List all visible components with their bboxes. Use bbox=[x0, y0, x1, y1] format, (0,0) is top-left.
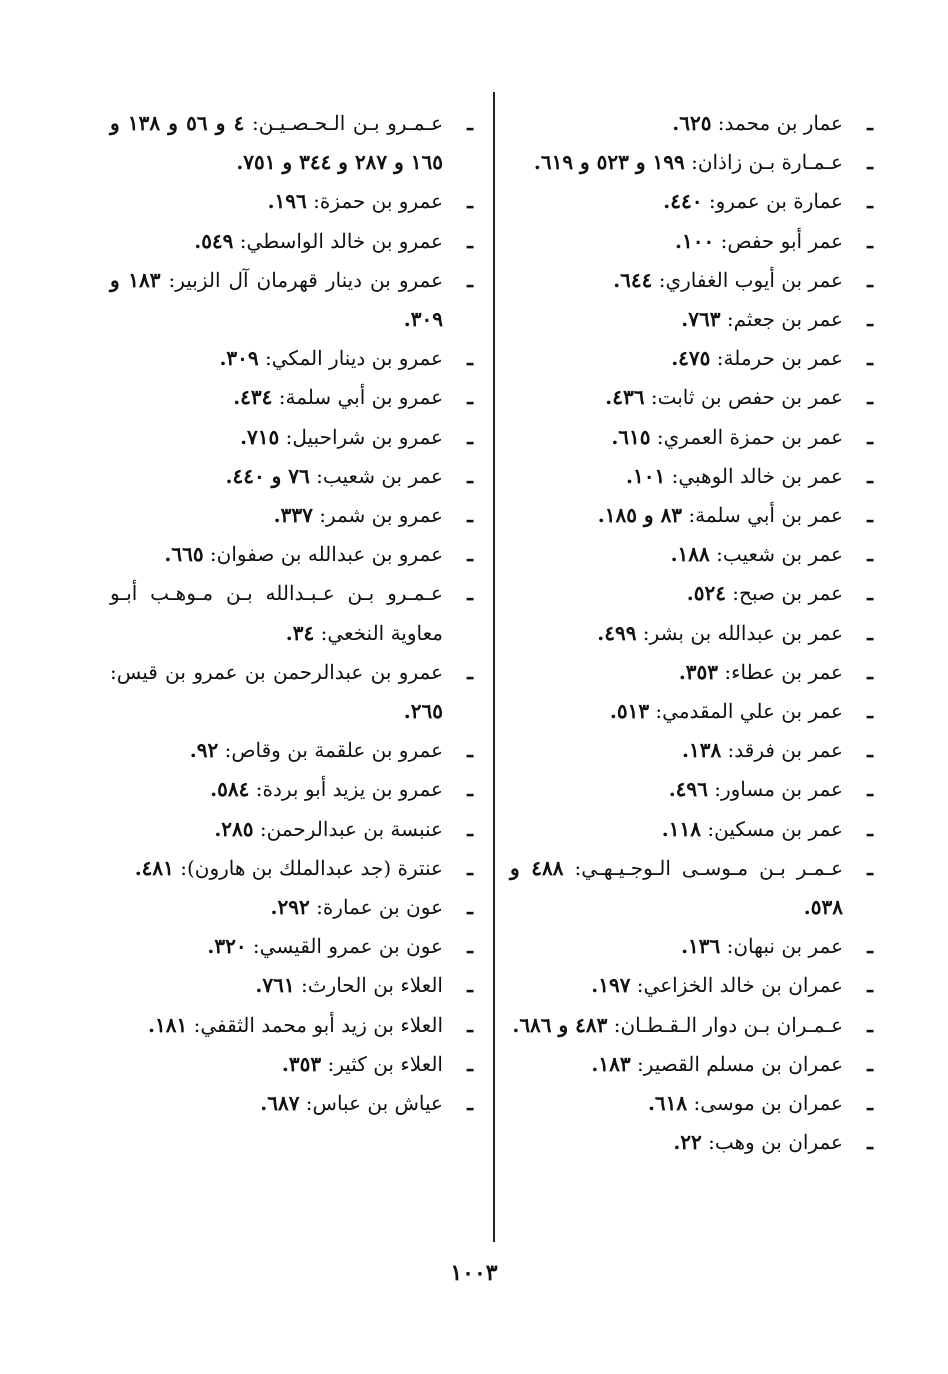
entry-dash: ـ bbox=[867, 267, 873, 292]
index-entry bbox=[110, 182, 485, 221]
entry-name: عمر بن مساور: bbox=[707, 777, 843, 802]
entry-page-refs: ٤٣٦. bbox=[605, 385, 645, 410]
entry-dash: ـ bbox=[867, 659, 873, 684]
entry-page-refs: ٤٤٠. bbox=[663, 189, 703, 214]
entry-page-refs: ٩٢. bbox=[189, 738, 219, 763]
entry-dash: ـ bbox=[467, 895, 473, 920]
index-entry bbox=[110, 770, 485, 809]
entry-name: عمرو بن دينار قهرمان آل الزبير: bbox=[160, 267, 444, 292]
entry-name: عمر بن جعثم: bbox=[720, 307, 843, 332]
index-entry bbox=[110, 849, 485, 888]
entry-page-refs: ٦٨٧. bbox=[260, 1091, 300, 1116]
entry-name: عمر بن عبدالله بن بشر: bbox=[636, 620, 843, 645]
entry-page-refs: ١٨١. bbox=[148, 1012, 188, 1037]
entry-page-refs: ١٩٦. bbox=[267, 189, 307, 214]
index-entry bbox=[510, 966, 885, 1005]
index-entry bbox=[110, 378, 485, 417]
entry-page-refs: ١٠٠. bbox=[675, 228, 715, 253]
index-entry bbox=[110, 339, 485, 378]
entry-dash: ـ bbox=[867, 542, 873, 567]
entry-name: عمران بن مسلم القصير: bbox=[630, 1051, 843, 1076]
entry-page-refs: ٦١٥. bbox=[611, 424, 651, 449]
index-entry bbox=[110, 222, 485, 261]
entry-name: عـمـرو بـن الـحـصـيـن: bbox=[244, 111, 443, 135]
left-index-column bbox=[110, 104, 485, 1123]
entry-name: عمر بن حفص بن ثابت: bbox=[644, 385, 843, 410]
entry-dash: ـ bbox=[467, 111, 473, 135]
entry-name: عمر بن عطاء: bbox=[718, 659, 843, 684]
index-entry bbox=[510, 731, 885, 770]
entry-name: عـمـران بـن دوار الـقـطـان: bbox=[607, 1012, 843, 1037]
page-number: ١٠٠٣ bbox=[450, 1260, 498, 1286]
entry-name: عـمـر بـن مـوسـى الـوجـيـهـي: bbox=[563, 855, 844, 880]
index-entry bbox=[110, 731, 485, 770]
index-entry bbox=[510, 457, 885, 496]
entry-dash: ـ bbox=[867, 816, 873, 841]
entry-page-refs: ٦٦٥. bbox=[164, 542, 204, 567]
entry-page-refs: ٥٨٤. bbox=[210, 777, 250, 802]
entry-page-refs: ٤٧٥. bbox=[671, 346, 711, 371]
entry-dash: ـ bbox=[867, 620, 873, 645]
index-entry bbox=[510, 810, 885, 849]
entry-page-refs: ٣٥٣. bbox=[281, 1051, 322, 1076]
entry-page-refs: ٣٤. bbox=[285, 620, 315, 645]
entry-dash: ـ bbox=[867, 1051, 873, 1076]
entry-name: عمر بن مسكين: bbox=[701, 816, 843, 841]
entry-dash: ـ bbox=[867, 1012, 873, 1037]
entry-dash: ـ bbox=[867, 111, 873, 135]
entry-dash: ـ bbox=[467, 189, 473, 214]
entry-dash: ـ bbox=[467, 1012, 473, 1037]
index-entry bbox=[510, 770, 885, 809]
entry-dash: ـ bbox=[467, 855, 473, 880]
index-entry bbox=[110, 418, 485, 457]
entry-name: عنترة (جد عبدالملك بن هارون): bbox=[173, 855, 443, 880]
entry-page-refs: ٤٨٨ و ٥٣٨. bbox=[510, 855, 843, 920]
entry-dash: ـ bbox=[467, 973, 473, 998]
index-entry bbox=[110, 888, 485, 927]
entry-dash: ـ bbox=[467, 934, 473, 959]
entry-page-refs: ٦٢٥. bbox=[672, 111, 712, 135]
entry-name: عمر بن خالد الوهبي: bbox=[665, 463, 843, 488]
entry-name: عمر بن شعيب: bbox=[709, 542, 843, 567]
right-index-column bbox=[510, 104, 885, 1162]
entry-name: عمرو بن يزيد أبو بردة: bbox=[249, 777, 443, 802]
entry-name: عمران بن وهب: bbox=[701, 1130, 843, 1155]
entry-dash: ـ bbox=[867, 228, 873, 253]
index-entry bbox=[110, 1006, 485, 1045]
index-entry bbox=[510, 692, 885, 731]
entry-dash: ـ bbox=[867, 424, 873, 449]
entry-page-refs: ٣٣٧. bbox=[273, 503, 313, 528]
entry-name: عمر بن نبهان: bbox=[720, 934, 843, 959]
index-entry bbox=[510, 849, 885, 927]
entry-page-refs: ٥١٣. bbox=[609, 699, 650, 724]
entry-name: عمرو بن شراحبيل: bbox=[279, 424, 443, 449]
index-entry bbox=[510, 1045, 885, 1084]
entry-name: عمر بن أبي سلمة: bbox=[682, 503, 843, 528]
entry-dash: ـ bbox=[867, 581, 873, 606]
index-entry bbox=[510, 339, 885, 378]
index-entry bbox=[510, 653, 885, 692]
index-entry bbox=[110, 927, 485, 966]
entry-page-refs: ١٠١. bbox=[626, 463, 666, 488]
entry-dash: ـ bbox=[867, 150, 873, 175]
entry-dash: ـ bbox=[467, 228, 473, 253]
entry-page-refs: ٥٤٩. bbox=[194, 228, 234, 253]
entry-page-refs: ٧٦١. bbox=[255, 973, 295, 998]
index-entry bbox=[510, 104, 885, 143]
entry-page-refs: ٤ و ٥٦ و ١٣٨ و ١٦٥ و ٢٨٧ و ٣٤٤ و ٧٥١. bbox=[110, 111, 443, 175]
index-entry bbox=[510, 182, 885, 221]
entry-page-refs: ١٩٩ و ٥٢٣ و ٦١٩. bbox=[533, 150, 685, 175]
entry-name: عمرو بن عبدالله بن صفوان: bbox=[203, 542, 443, 567]
entry-page-refs: ١٣٨. bbox=[682, 738, 722, 763]
index-entry bbox=[110, 496, 485, 535]
entry-name: عمرو بن عبدالرحمن بن عمرو بن قيس: bbox=[110, 659, 443, 684]
entry-dash: ـ bbox=[467, 581, 473, 606]
entry-name: عمار بن محمد: bbox=[711, 111, 843, 135]
entry-name: عمرو بن أبي سلمة: bbox=[272, 385, 443, 410]
entry-page-refs: ٧٦٣. bbox=[681, 307, 721, 332]
index-entry bbox=[510, 418, 885, 457]
entry-name: عنبسة بن عبدالرحمن: bbox=[253, 816, 443, 841]
entry-page-refs: ١٨٣. bbox=[591, 1051, 631, 1076]
index-entry bbox=[110, 261, 485, 339]
entry-dash: ـ bbox=[467, 542, 473, 567]
entry-name: عمرو بن شمر: bbox=[312, 503, 443, 528]
entry-name: العلاء بن كثير: bbox=[321, 1051, 443, 1076]
entry-dash: ـ bbox=[867, 189, 873, 214]
index-entry bbox=[110, 457, 485, 496]
entry-name: عمر بن أيوب الغفاري: bbox=[652, 267, 843, 292]
entry-dash: ـ bbox=[867, 1130, 873, 1155]
entry-dash: ـ bbox=[867, 346, 873, 371]
entry-page-refs: ٦٤٤. bbox=[613, 267, 653, 292]
entry-page-refs: ٧١٥. bbox=[240, 424, 280, 449]
index-entry bbox=[510, 1123, 885, 1162]
entry-dash: ـ bbox=[467, 816, 473, 841]
entry-page-refs: ١٩٧. bbox=[591, 973, 631, 998]
index-entry bbox=[510, 614, 885, 653]
index-entry bbox=[510, 222, 885, 261]
entry-page-refs: ٦١٨. bbox=[647, 1091, 688, 1116]
entry-page-refs: ٣٢٠. bbox=[207, 934, 247, 959]
entry-page-refs: ١١٨. bbox=[661, 816, 701, 841]
entry-dash: ـ bbox=[467, 346, 473, 371]
index-entry bbox=[510, 1006, 885, 1045]
index-entry bbox=[510, 1084, 885, 1123]
entry-name: العلاء بن الحارث: bbox=[294, 973, 443, 998]
entry-page-refs: ٧٦ و ٤٤٠. bbox=[225, 463, 310, 488]
entry-name: عمر بن شعيب: bbox=[309, 463, 443, 488]
entry-name: عمران بن موسى: bbox=[687, 1091, 843, 1116]
index-entry bbox=[110, 1084, 485, 1123]
entry-dash: ـ bbox=[467, 659, 473, 684]
entry-dash: ـ bbox=[867, 463, 873, 488]
entry-dash: ـ bbox=[867, 503, 873, 528]
entry-name: عمر بن حرملة: bbox=[710, 346, 843, 371]
index-entry bbox=[510, 574, 885, 613]
entry-name: عمر بن صبح: bbox=[725, 581, 843, 606]
entry-dash: ـ bbox=[467, 385, 473, 410]
entry-dash: ـ bbox=[867, 699, 873, 724]
entry-page-refs: ٢٩٢. bbox=[270, 895, 310, 920]
entry-page-refs: ٤٩٦. bbox=[668, 777, 708, 802]
entry-name: عمرو بن حمزة: bbox=[306, 189, 443, 214]
entry-dash: ـ bbox=[867, 1091, 873, 1116]
entry-page-refs: ٤٨١. bbox=[134, 855, 174, 880]
entry-dash: ـ bbox=[867, 777, 873, 802]
entry-page-refs: ٢٨٥. bbox=[214, 816, 254, 841]
entry-dash: ـ bbox=[467, 1051, 473, 1076]
entry-page-refs: ٣٠٩. bbox=[219, 346, 259, 371]
entry-name: عمر بن حمزة العمري: bbox=[650, 424, 843, 449]
index-entry bbox=[510, 261, 885, 300]
entry-dash: ـ bbox=[467, 503, 473, 528]
entry-dash: ـ bbox=[467, 738, 473, 763]
index-entry bbox=[510, 143, 885, 182]
entry-page-refs: ٥٢٤. bbox=[686, 581, 726, 606]
entry-name: عون بن عمارة: bbox=[309, 895, 443, 920]
entry-name: العلاء بن زيد أبو محمد الثقفي: bbox=[187, 1012, 443, 1037]
entry-page-refs: ٤٨٣ و ٦٨٦. bbox=[512, 1012, 608, 1037]
entry-dash: ـ bbox=[467, 267, 473, 292]
entry-name: عمر بن فرقد: bbox=[721, 738, 843, 763]
index-entry bbox=[110, 966, 485, 1005]
entry-dash: ـ bbox=[867, 973, 873, 998]
entry-name: عمرو بن علقمة بن وقاص: bbox=[218, 738, 443, 763]
entry-name: عـمـرو بـن عـبـدالله بـن مـوهـب أبـو معاوية النخعي: bbox=[110, 581, 443, 645]
entry-dash: ـ bbox=[867, 738, 873, 763]
entry-page-refs: ١٨٣ و ٣٠٩. bbox=[110, 267, 443, 332]
entry-dash: ـ bbox=[467, 463, 473, 488]
index-entry bbox=[110, 535, 485, 574]
entry-name: عمر بن علي المقدمي: bbox=[649, 699, 843, 724]
entry-name: عياش بن عباس: bbox=[299, 1091, 443, 1116]
index-entry bbox=[510, 300, 885, 339]
index-entry bbox=[110, 104, 485, 182]
entry-name: عون بن عمرو القيسي: bbox=[246, 934, 443, 959]
index-entry bbox=[110, 810, 485, 849]
entry-name: عمارة بن عمرو: bbox=[702, 189, 843, 214]
entry-page-refs: ١٣٦. bbox=[681, 934, 721, 959]
entry-dash: ـ bbox=[867, 307, 873, 332]
column-divider bbox=[493, 92, 495, 1242]
entry-dash: ـ bbox=[467, 777, 473, 802]
entry-dash: ـ bbox=[867, 934, 873, 959]
entry-page-refs: ٤٣٤. bbox=[233, 385, 273, 410]
entry-name: عمران بن خالد الخزاعي: bbox=[630, 973, 843, 998]
index-entry bbox=[110, 653, 485, 731]
entry-dash: ـ bbox=[867, 385, 873, 410]
entry-page-refs: ٣٥٣. bbox=[678, 659, 719, 684]
entry-name: عمر أبو حفص: bbox=[714, 228, 843, 253]
entry-name: عمرو بن دينار المكي: bbox=[258, 346, 443, 371]
entry-dash: ـ bbox=[467, 1091, 473, 1116]
index-entry bbox=[110, 1045, 485, 1084]
entry-name: عمرو بن خالد الواسطي: bbox=[233, 228, 443, 253]
entry-dash: ـ bbox=[867, 855, 873, 880]
index-entry bbox=[110, 574, 485, 652]
entry-page-refs: ٨٣ و ١٨٥. bbox=[597, 503, 683, 528]
entry-page-refs: ٢٢. bbox=[673, 1130, 702, 1155]
index-entry bbox=[510, 378, 885, 417]
index-entry bbox=[510, 496, 885, 535]
index-entry bbox=[510, 927, 885, 966]
entry-page-refs: ٢٦٥. bbox=[403, 699, 443, 724]
entry-dash: ـ bbox=[467, 424, 473, 449]
index-entry bbox=[510, 535, 885, 574]
entry-page-refs: ١٨٨. bbox=[670, 542, 710, 567]
entry-page-refs: ٤٩٩. bbox=[597, 620, 637, 645]
entry-name: عـمـارة بـن زاذان: bbox=[684, 150, 843, 175]
